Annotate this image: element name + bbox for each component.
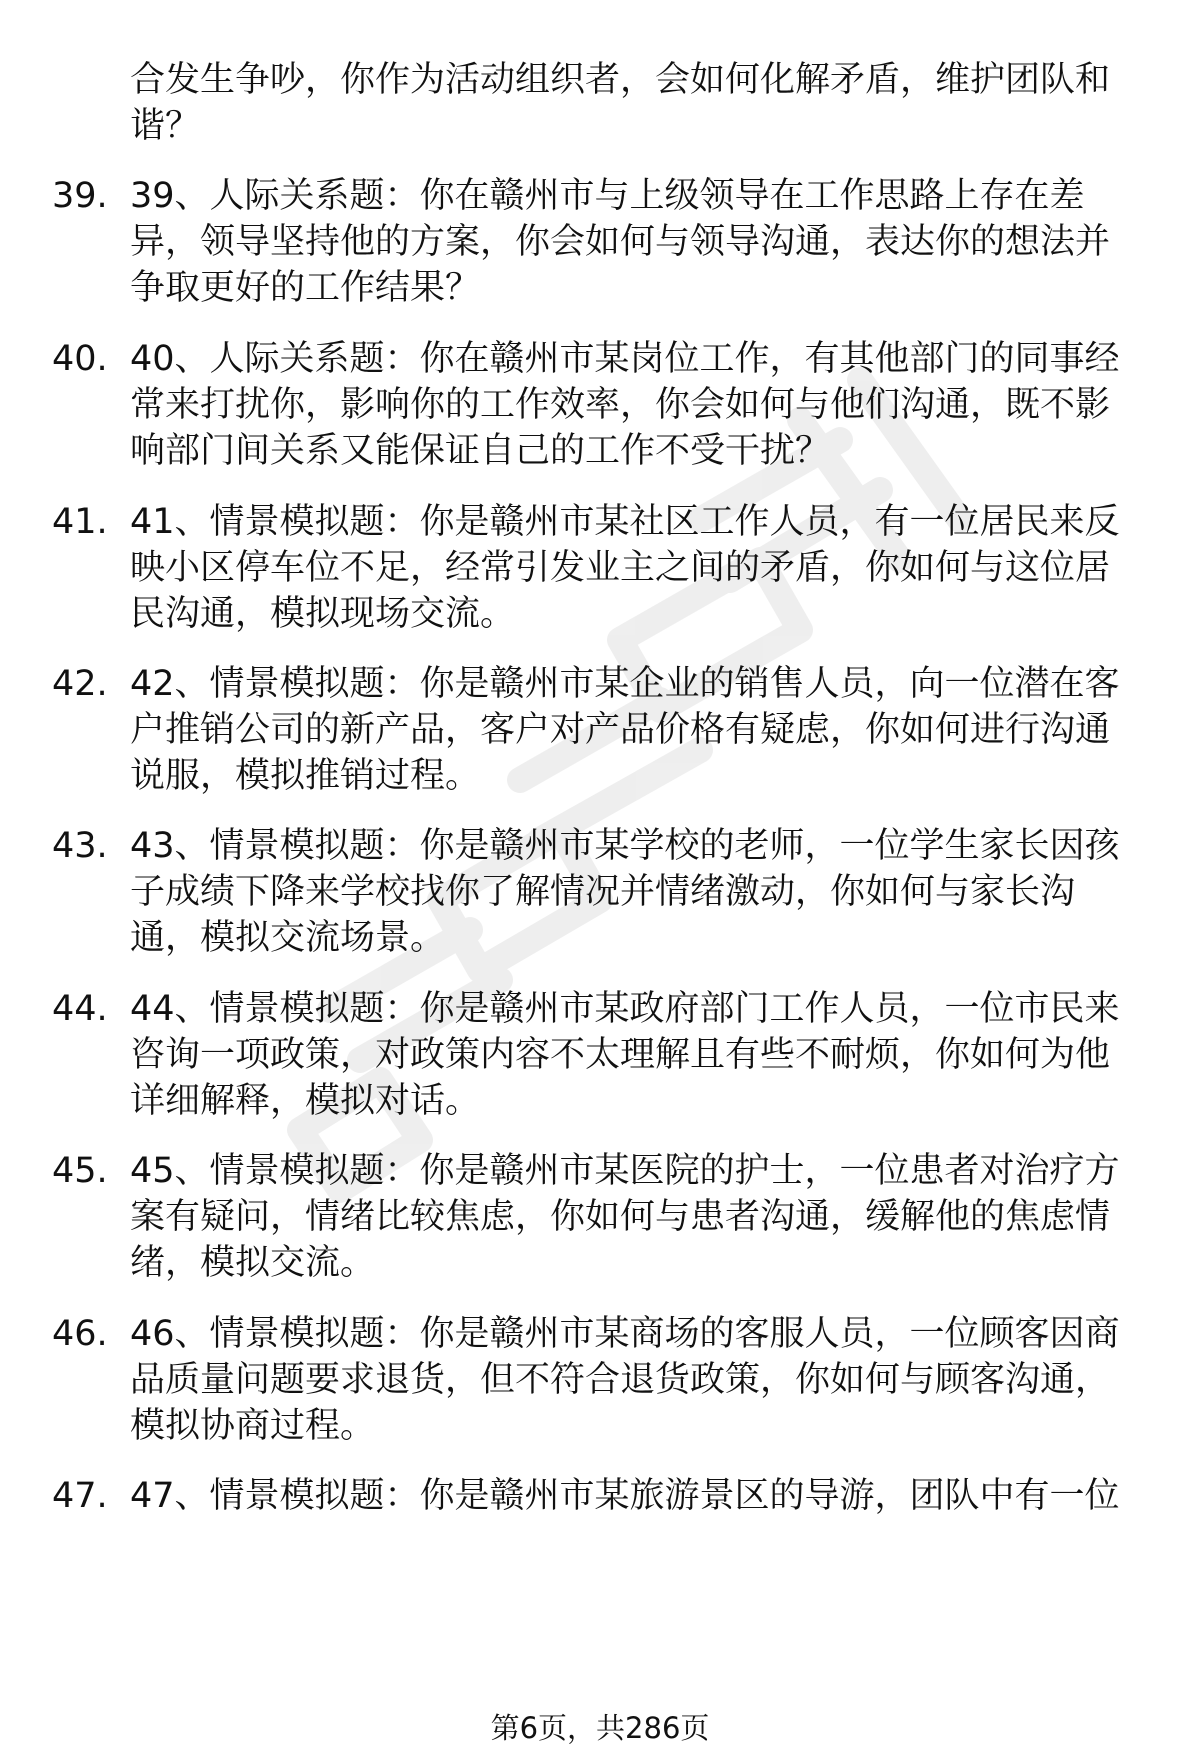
item-line: 42、情景模拟题：你是赣州市某企业的销售人员，向一位潜在客 (130, 664, 1120, 704)
item-number: 45. (52, 1151, 108, 1191)
item-line: 常来打扰你，影响你的工作效率，你会如何与他们沟通，既不影 (130, 385, 1111, 425)
continuation-line-1: 合发生争吵，你作为活动组织者，会如何化解矛盾，维护团队和 (130, 60, 1111, 100)
item-number: 39. (52, 176, 108, 216)
item-line: 子成绩下降来学校找你了解情况并情绪激动，你如何与家长沟 (130, 872, 1076, 912)
item-line: 咨询一项政策，对政策内容不太理解且有些不耐烦，你如何为他 (130, 1035, 1111, 1075)
item-line: 品质量问题要求退货，但不符合退货政策，你如何与顾客沟通， (130, 1360, 1111, 1400)
item-line: 绪，模拟交流。 (130, 1243, 376, 1283)
item-number: 42. (52, 664, 108, 704)
item-line: 映小区停车位不足，经常引发业主之间的矛盾，你如何与这位居 (130, 548, 1111, 588)
item-line: 户推销公司的新产品，客户对产品价格有疑虑，你如何进行沟通 (130, 710, 1111, 750)
item-line: 41、情景模拟题：你是赣州市某社区工作人员，有一位居民来反 (130, 502, 1120, 542)
item-number: 46. (52, 1314, 108, 1354)
item-line: 案有疑问，情绪比较焦虑，你如何与患者沟通，缓解他的焦虑情 (130, 1197, 1111, 1237)
item-number: 41. (52, 502, 108, 542)
item-line: 47、情景模拟题：你是赣州市某旅游景区的导游，团队中有一位 (130, 1476, 1120, 1516)
item-number: 44. (52, 989, 108, 1029)
item-line: 异，领导坚持他的方案，你会如何与领导沟通，表达你的想法并 (130, 222, 1111, 262)
item-line: 45、情景模拟题：你是赣州市某医院的护士，一位患者对治疗方 (130, 1151, 1120, 1191)
item-line: 说服，模拟推销过程。 (130, 756, 481, 796)
item-line: 争取更好的工作结果？ (130, 268, 481, 308)
item-number: 40. (52, 339, 108, 379)
item-line: 通，模拟交流场景。 (130, 918, 446, 958)
item-line: 44、情景模拟题：你是赣州市某政府部门工作人员，一位市民来 (130, 989, 1120, 1029)
item-line: 46、情景模拟题：你是赣州市某商场的客服人员，一位顾客因商 (130, 1314, 1120, 1354)
item-number: 43. (52, 826, 108, 866)
page-footer: 第6页，共286页 (490, 1711, 710, 1745)
item-number: 47. (52, 1476, 108, 1516)
item-line: 39、人际关系题：你在赣州市与上级领导在工作思路上存在差 (130, 176, 1085, 216)
item-line: 40、人际关系题：你在赣州市某岗位工作，有其他部门的同事经 (130, 339, 1120, 379)
item-line: 详细解释，模拟对话。 (130, 1081, 481, 1121)
item-line: 民沟通，模拟现场交流。 (130, 594, 516, 634)
item-line: 模拟协商过程。 (130, 1406, 376, 1446)
item-line: 43、情景模拟题：你是赣州市某学校的老师，一位学生家长因孩 (130, 826, 1120, 866)
continuation-line-2: 谐？ (130, 106, 201, 146)
item-line: 响部门间关系又能保证自己的工作不受干扰？ (130, 431, 831, 471)
